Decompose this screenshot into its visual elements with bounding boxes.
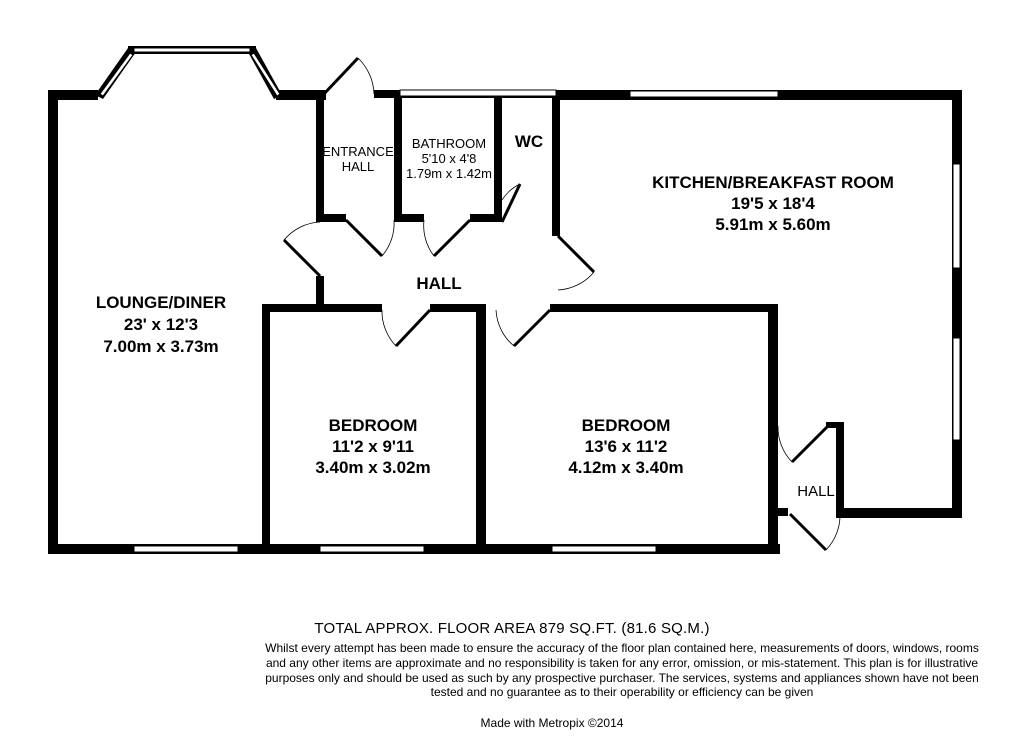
disclaimer-text: Whilst every attempt has been made to ensure the accuracy of the floor plan contained here, measurements of doors, windows, rooms and any other items are approximate and no responsibility is taken for any error, omission, or mis-statement. This plan is for illustrative purposes only and should be used as such by any prospective purchaser. The services, systems and appliances shown have not been tested and no guarantee as to their operability or efficiency can be given bbox=[265, 641, 979, 700]
entrance-hall-door-swing bbox=[382, 220, 394, 256]
bedroom1-metric: 3.40m x 3.02m bbox=[315, 458, 431, 477]
bedroom2-door bbox=[514, 310, 550, 346]
rear-hall-inner-door bbox=[792, 426, 828, 462]
metropix-credit: Made with Metropix ©2014 bbox=[480, 716, 624, 730]
entrance-bottom-right bbox=[394, 214, 424, 222]
bathroom-door-swing bbox=[424, 220, 434, 256]
bathroom-window bbox=[400, 90, 556, 96]
bay-window-right bbox=[251, 53, 280, 96]
bedroom1-imperial: 11'2 x 9'11 bbox=[332, 437, 414, 456]
kitchen-right-window-1 bbox=[953, 164, 960, 268]
bedroom2-imperial: 13'6 x 11'2 bbox=[584, 437, 668, 456]
bedroom2-top-wall bbox=[550, 304, 778, 312]
bedroom-divider bbox=[476, 304, 486, 554]
kitchen-name: KITCHEN/BREAKFAST ROOM bbox=[652, 173, 894, 192]
kitchen-door-swing bbox=[558, 272, 594, 290]
lounge-left-wall bbox=[48, 90, 58, 554]
lounge-bottom-window bbox=[134, 546, 238, 552]
lounge-door-swing bbox=[284, 222, 320, 240]
rear-door bbox=[790, 514, 826, 550]
bathroom-name: BATHROOM bbox=[411, 136, 487, 151]
front-door-swing bbox=[358, 58, 374, 94]
bedroom2-metric: 4.12m x 3.40m bbox=[568, 458, 684, 477]
rear-hall-step bbox=[768, 508, 788, 516]
entrance-hall-line1: ENTRANCE bbox=[322, 144, 394, 159]
bedroom1-left-wall bbox=[262, 304, 270, 554]
bedroom2-door-swing bbox=[496, 310, 514, 346]
kitchen-bottom-wall bbox=[842, 508, 962, 518]
front-door bbox=[322, 58, 358, 96]
bedroom1-door bbox=[396, 310, 430, 346]
entrance-hall-door bbox=[346, 220, 382, 256]
kitchen-right-wall bbox=[952, 90, 962, 518]
rear-door-swing bbox=[826, 514, 840, 550]
lounge-name: LOUNGE/DINER bbox=[95, 293, 227, 312]
kitchen-metric: 5.91m x 5.60m bbox=[715, 215, 831, 234]
lounge-door bbox=[284, 240, 320, 276]
bathroom-metric: 1.79m x 1.42m bbox=[406, 166, 492, 181]
bathroom-door bbox=[434, 220, 470, 256]
bay-window-left bbox=[100, 53, 133, 96]
bedroom1-door-swing bbox=[382, 310, 396, 346]
kitchen-top-window bbox=[630, 91, 778, 97]
rear-hall-right-wall bbox=[836, 422, 844, 518]
bathroom-imperial: 5'10 x 4'8 bbox=[421, 151, 477, 166]
wc-right-wall bbox=[552, 90, 560, 236]
hall-name: HALL bbox=[416, 274, 462, 293]
rear-hall-left-wall bbox=[768, 306, 778, 554]
kitchen-imperial: 19'5 x 18'4 bbox=[731, 194, 815, 213]
total-floor-area: TOTAL APPROX. FLOOR AREA 879 SQ.FT. (81.6 SQ.M.) bbox=[314, 620, 710, 637]
rear-hall-name: HALL bbox=[797, 483, 835, 500]
entrance-bottom-left bbox=[316, 214, 346, 222]
kitchen-right-window-2 bbox=[953, 338, 960, 440]
bedroom1-name: BEDROOM bbox=[328, 416, 418, 435]
lounge-metric: 7.00m x 3.73m bbox=[103, 337, 219, 356]
bathroom-bottom-wall bbox=[470, 214, 502, 222]
lounge-imperial: 23' x 12'3 bbox=[123, 315, 199, 334]
wc-name: WC bbox=[514, 132, 544, 151]
bay-window-top bbox=[134, 48, 250, 52]
lounge-top-wall-left bbox=[48, 90, 98, 100]
entrance-hall-line2: HALL bbox=[341, 159, 375, 174]
bedroom2-name: BEDROOM bbox=[581, 416, 671, 435]
kitchen-door bbox=[558, 236, 594, 272]
bedroom1-top-left bbox=[262, 304, 382, 312]
bedroom2-window bbox=[552, 546, 656, 552]
bathroom-right-wall bbox=[494, 90, 502, 222]
windows bbox=[100, 48, 960, 552]
entrance-right-wall bbox=[394, 90, 402, 222]
bedroom1-window bbox=[320, 546, 424, 552]
rear-hall-inner-door-swing bbox=[778, 426, 792, 462]
